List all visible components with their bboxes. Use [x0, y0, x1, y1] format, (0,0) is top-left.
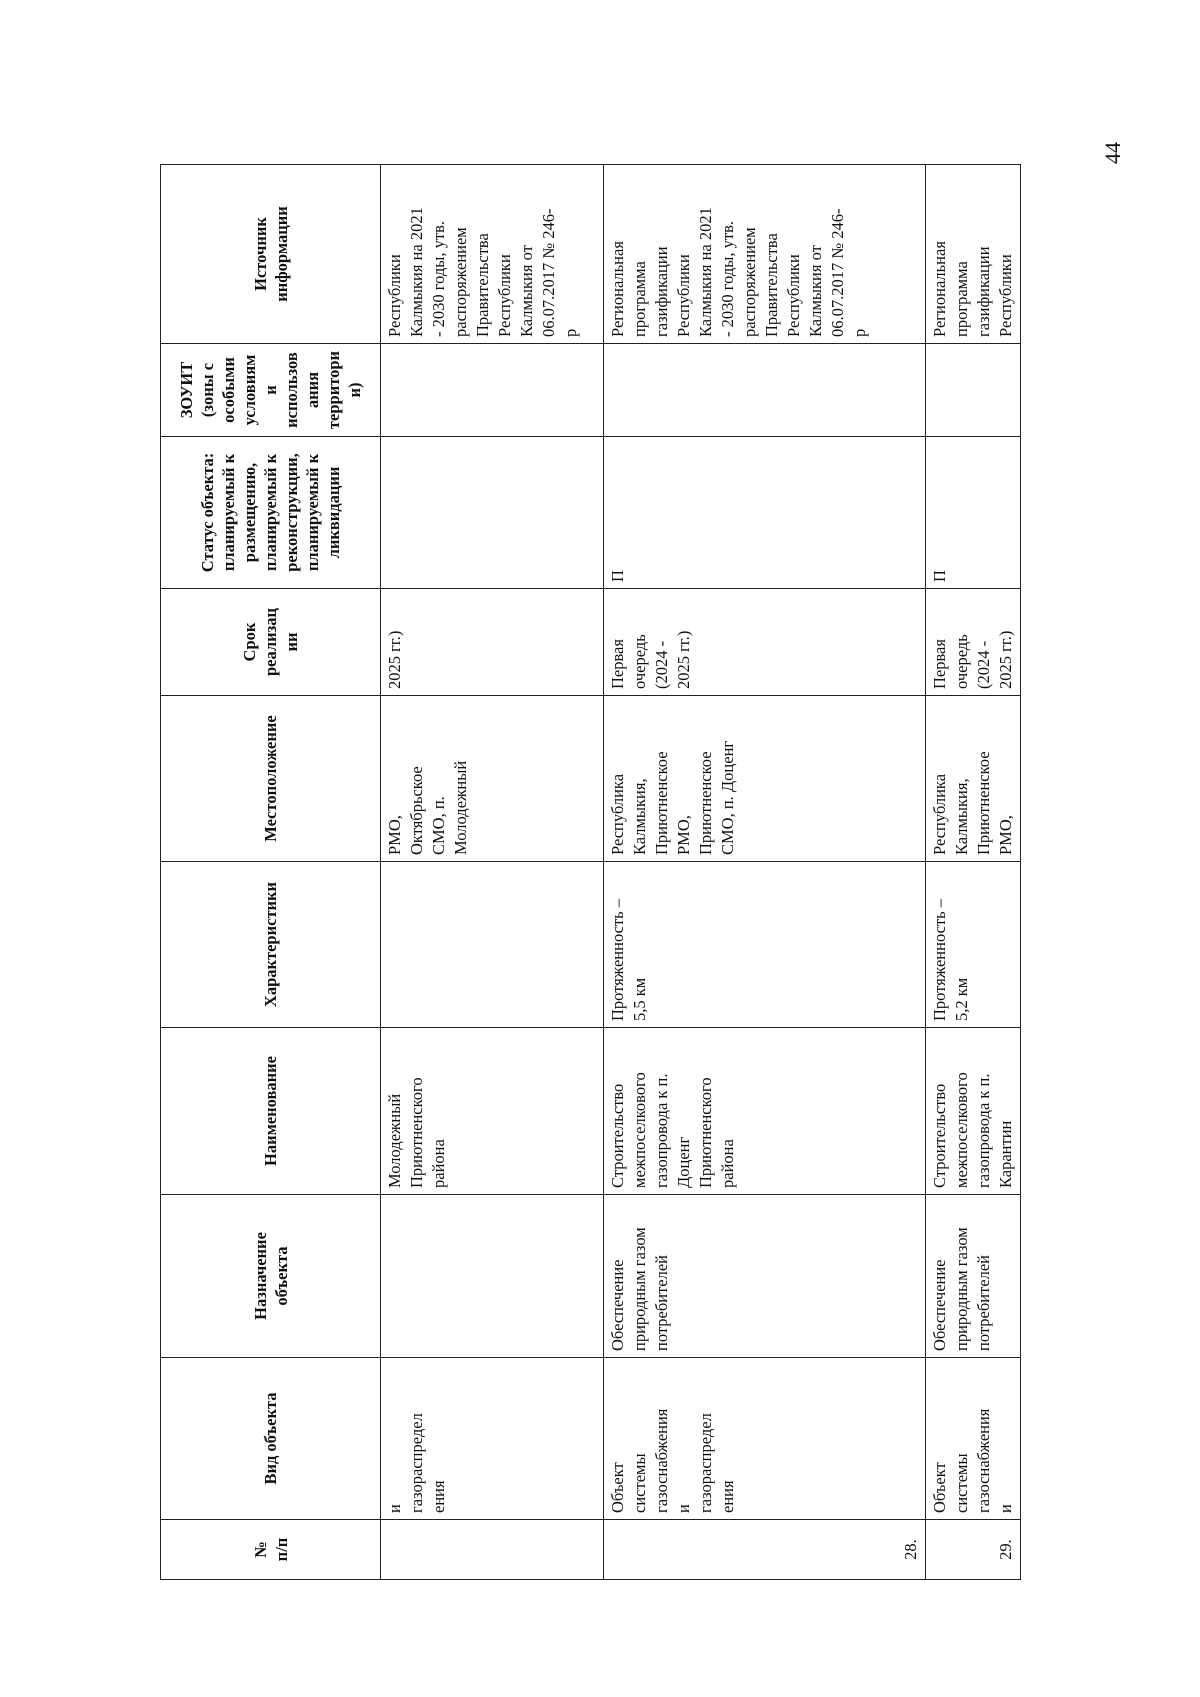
cell-zouit	[926, 344, 1021, 437]
table-row	[381, 165, 604, 1580]
page-number: 44	[1100, 142, 1125, 164]
header-object-purpose: Назначение объекта	[161, 1195, 381, 1358]
header-location: Местоположение	[161, 696, 381, 862]
cell-location: Республика Калмыкия, Приютненское РМО, Приютненское СМО, п. Доценг	[604, 696, 926, 862]
cell-characteristics: Протяженность – 5,2 км	[926, 862, 1021, 1028]
header-status: Статус объекта: планируемый к размещению, планируемый к реконструкции, планируемый к ликвидации	[161, 437, 381, 589]
cell-num: 29.	[926, 1520, 1021, 1580]
cell-location: Республика Калмыкия, Приютненское РМО,	[926, 696, 1021, 862]
header-zouit: ЗОУИТ (зоны с особыми условиям и использов ания территори и)	[161, 344, 381, 437]
cell-term: Первая очередь (2024 - 2025 гг.)	[926, 589, 1021, 696]
cell-object-type: Объект системы газоснабжения и	[926, 1358, 1021, 1520]
cell-status: П	[926, 437, 1021, 589]
cell-status	[381, 437, 604, 589]
cell-status: П	[604, 437, 926, 589]
header-num: № п/п	[161, 1520, 381, 1580]
table-row	[604, 165, 926, 1580]
header-source: Источник информации	[161, 165, 381, 344]
header-characteristics: Характеристики	[161, 862, 381, 1028]
cell-object-purpose: Обеспечение природным газом потребителей	[604, 1195, 926, 1358]
cell-object-purpose	[381, 1195, 604, 1358]
cell-name: Строительство межпоселкового газопровода к п. Карантин	[926, 1028, 1021, 1195]
cell-source: Региональная программа газификации Республики	[926, 165, 1021, 344]
cell-source: Региональная программа газификации Республики Калмыкия на 2021 - 2030 годы, утв. распоряжением Правительства Республики Калмыкия от 06.07.2017 № 246- р	[604, 165, 926, 344]
cell-term: Первая очередь (2024 - 2025 гг.)	[604, 589, 926, 696]
header-term: Срок реализац ии	[161, 589, 381, 696]
cell-num: 28.	[604, 1520, 926, 1580]
cell-object-type: Объект системы газоснабжения и газораспредел ения	[604, 1358, 926, 1520]
cell-object-purpose: Обеспечение природным газом потребителей	[926, 1195, 1021, 1358]
table-header-row	[161, 165, 381, 1580]
header-object-type: Вид объекта	[161, 1358, 381, 1520]
cell-source: Республики Калмыкия на 2021 - 2030 годы, утв. распоряжением Правительства Республики Калмыкия от 06.07.2017 № 246- р	[381, 165, 604, 344]
cell-location: РМО, Октябрьское СМО, п. Молодежный	[381, 696, 604, 862]
cell-zouit	[604, 344, 926, 437]
cell-name: Молодежный Приютненского района	[381, 1028, 604, 1195]
cell-object-type: и газораспредел ения	[381, 1358, 604, 1520]
cell-characteristics	[381, 862, 604, 1028]
cell-num	[381, 1520, 604, 1580]
cell-zouit	[381, 344, 604, 437]
header-name: Наименование	[161, 1028, 381, 1195]
cell-name: Строительство межпоселкового газопровода к п. Доценг Приютненского района	[604, 1028, 926, 1195]
table-row	[926, 165, 1021, 1580]
cell-term: 2025 гг.)	[381, 589, 604, 696]
objects-table	[160, 164, 1021, 1580]
cell-characteristics: Протяженность – 5,5 км	[604, 862, 926, 1028]
